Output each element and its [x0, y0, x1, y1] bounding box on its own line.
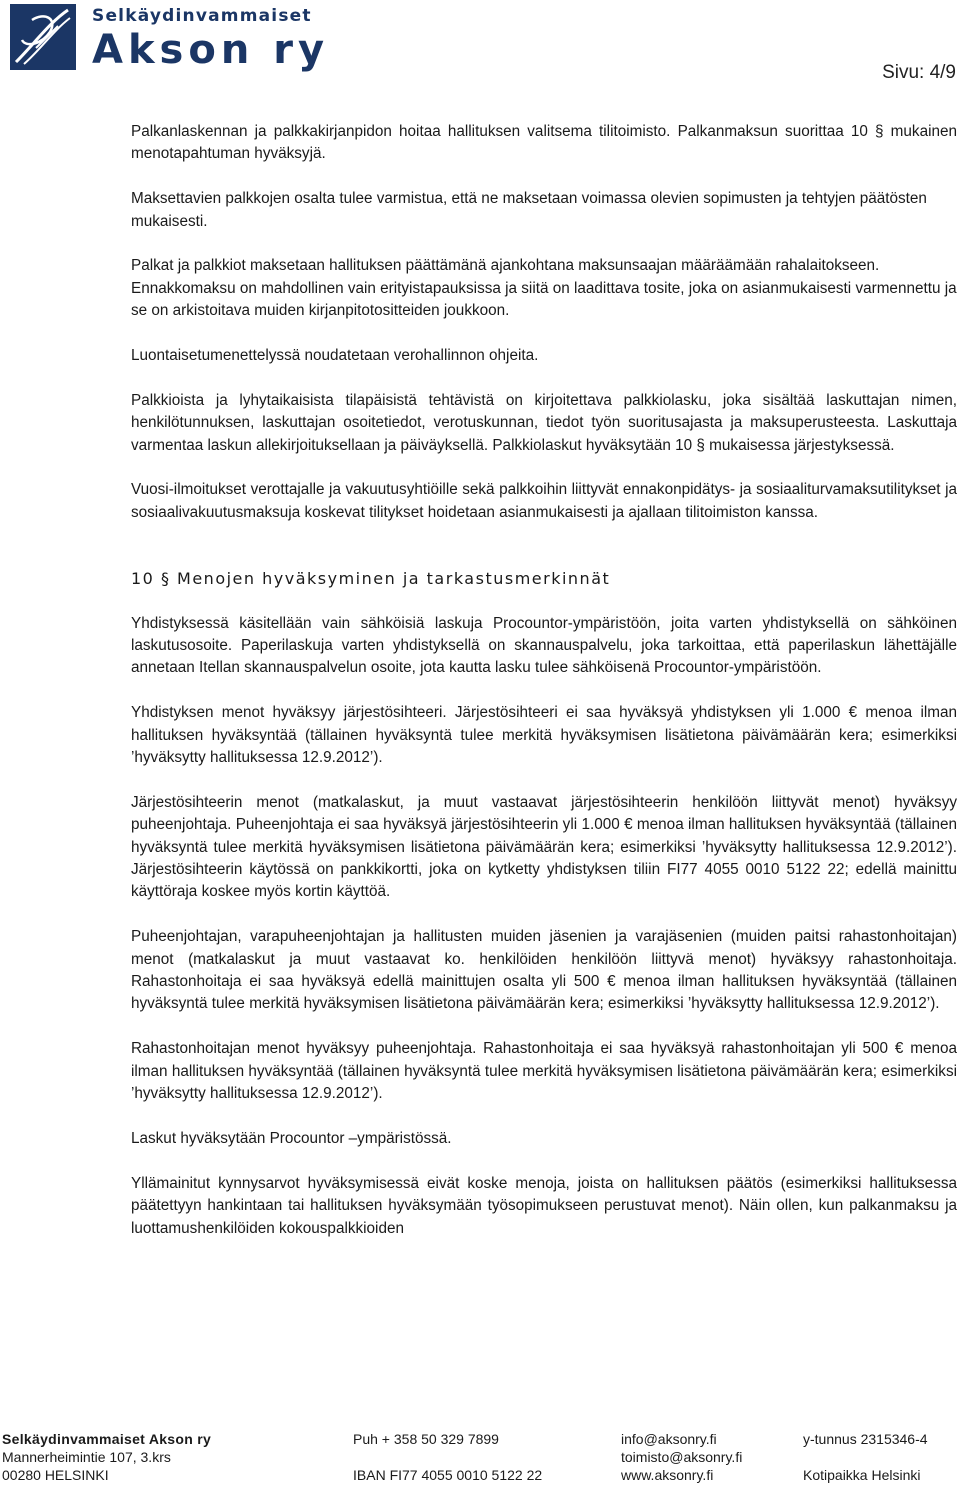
paragraph: Rahastonhoitajan menot hyväksyy puheenjohtaja. Rahastonhoitaja ei saa hyväksyä rahastonhoitajan yli 500 € menoa ilman hallituksen hyväksyntää (tällainen hyväksyntä tulee merkitä hyväksymisen lisätietona päivämäärän kera; esimerkiksi ’hyväksytty hallituksessa 12.9.2012’). [131, 1040, 957, 1103]
paragraph: Laskut hyväksytään Procountor –ympäristössä. [131, 1129, 452, 1147]
paragraph: Vuosi-ilmoitukset verottajalle ja vakuutusyhtiöille sekä palkkoihin liittyvät ennakonpidätys- ja sosiaaliturvamaksutilitykset ja sosiaalivakuutusmaksuja koskevat tilitykset hoidetaan asianmukaisesti ja ajallaan tilitoimiston kanssa. [131, 481, 957, 521]
footer-bank-column [353, 1430, 542, 1484]
paragraph: Luontaisetumenettelyssä noudatetaan verohallinnon ohjeita. [131, 347, 539, 365]
paragraph: Yhdistyksessä käsitellään vain sähköisiä laskuja Procountor-ympäristöön, joita varten yhdistyksellä on sähköinen laskutusosoite. Paperilaskuja varten yhdistyksellä on skannauspalvelu, joka tarkoittaa, että paperilaskun lähettäjälle annetaan Itellan skannauspalvelun osoite, jota kautta lasku tulee sähköisenä Procountor-ympäristöön. [131, 614, 957, 677]
document-footer [0, 1430, 960, 1486]
organization-name-main: Akson ry [92, 27, 330, 73]
footer-postal: 00280 HELSINKI [2, 1467, 109, 1483]
footer-contact-column [621, 1430, 742, 1484]
paragraph: Puheenjohtajan, varapuheenjohtajan ja hallitusten muiden jäsenien ja varajäsenien (muiden paitsi rahastonhoitajan) menot (matkalaskut ja muut vastaavat ko. henkilöiden henkilöön liittyvä menot) hyväksyy rahastonhoitaja. Rahastonhoitaja ei saa hyväksyä edellä mainittujen osalta yli 500 € menoa ilman hallituksen hyväksyntää (tällainen hyväksyntä tulee merkitä hyväksymisen lisätietona päivämäärän kera; esimerkiksi ’hyväksytty hallituksessa 12.9.2012’). [131, 928, 957, 1013]
document-header [0, 0, 960, 83]
footer-phone: Puh + 358 50 329 7899 [353, 1431, 499, 1447]
section-heading: 10 § Menojen hyväksyminen ja tarkastusmerkinnät [131, 569, 611, 589]
footer-domicile: Kotipaikka Helsinki [803, 1467, 921, 1483]
akson-logo-icon [10, 4, 76, 70]
paragraph: Palkanlaskennan ja palkkakirjanpidon hoitaa hallituksen valitsema tilitoimisto. Palkanmaksun suorittaa 10 § mukainen menotapahtuman hyväksyjä. [131, 123, 957, 163]
footer-business-id: y-tunnus 2315346-4 [803, 1431, 928, 1447]
footer-registry-column [803, 1430, 928, 1484]
paragraph: Palkkioista ja lyhytaikaisista tilapäisistä tehtävistä on kirjoitettava palkkiolasku, joka sisältää laskuttajan nimen, henkilötunnuksen, laskuttajan osoitetiedot, verotuskunnan, tiedot työn suoritusajasta ja maksuperusteesta. Laskuttaja varmentaa laskun allekirjoituksellaan ja päiväyksellä. Palkkiolaskut hyväksytään 10 § mukaisessa järjestyksessä. [131, 391, 957, 454]
footer-email-info[interactable]: info@aksonry.fi [621, 1431, 717, 1447]
footer-iban: IBAN FI77 4055 0010 5122 22 [353, 1467, 543, 1483]
footer-email-office[interactable]: toimisto@aksonry.fi [621, 1449, 743, 1465]
footer-address-column [2, 1430, 211, 1484]
document-body [131, 121, 957, 1262]
paragraph: Maksettavien palkkojen osalta tulee varmistua, että ne maksetaan voimassa olevien sopimusten ja tehtyjen päätösten mukaisesti. [131, 190, 927, 230]
footer-street: Mannerheimintie 107, 3.krs [2, 1449, 171, 1465]
paragraph: Järjestösihteerin menot (matkalaskut, ja muut vastaavat järjestösihteerin henkilöön liittyvät menot) hyväksyy puheenjohtaja. Puheenjohtaja ei saa hyväksyä järjestösihteerin yli 1.000 € menoa ilman hallituksen hyväksyntää (tällainen hyväksyntä tulee merkitä hyväksymisen lisätietona päivämäärän kera; esimerkiksi ’hyväksytty hallituksessa 12.9.2012’). Järjestösihteerin käytössä on pankkikortti, joka on kytketty yhdistyksen tiliin FI77 4055 0010 5122 22; edellä mainittu käyttöraja koskee myös kortin käyttöä. [131, 793, 957, 901]
footer-org-name: Selkäydinvammaiset Akson ry [2, 1431, 212, 1447]
paragraph: Palkat ja palkkiot maksetaan hallituksen päättämänä ajankohtana maksunsaajan määräämään rahalaitokseen. Ennakkomaksu on mahdollinen vain erityistapauksissa ja siitä on laadittava tosite, joka on asianmukaisesti varmennettu ja se on arkistoitava muiden kirjanpitotositteiden joukkoon. [131, 257, 957, 320]
organization-name-top: Selkäydinvammaiset [92, 6, 312, 26]
paragraph: Yllämainitut kynnysarvot hyväksymisessä eivät koske menoja, joista on hallituksen päätös (esimerkiksi hallituksessa päätettyyn hankintaan tai hallituksen hyväksymään työsopimukseen perustuvat menot). Näin ollen, kun palkanmaksu ja luottamushenkilöiden kokouspalkkioiden [131, 1174, 957, 1237]
page-number: Sivu: 4/9 [882, 62, 956, 83]
footer-website[interactable]: www.aksonry.fi [621, 1467, 714, 1483]
paragraph: Yhdistyksen menot hyväksyy järjestösihteeri. Järjestösihteeri ei saa hyväksyä yhdistyksen yli 1.000 € menoa ilman hallituksen hyväksyntää (tällainen hyväksyntä tulee merkitä hyväksymisen lisätietona päivämäärän kera; esimerkiksi ’hyväksytty hallituksessa 12.9.2012’). [131, 704, 957, 767]
